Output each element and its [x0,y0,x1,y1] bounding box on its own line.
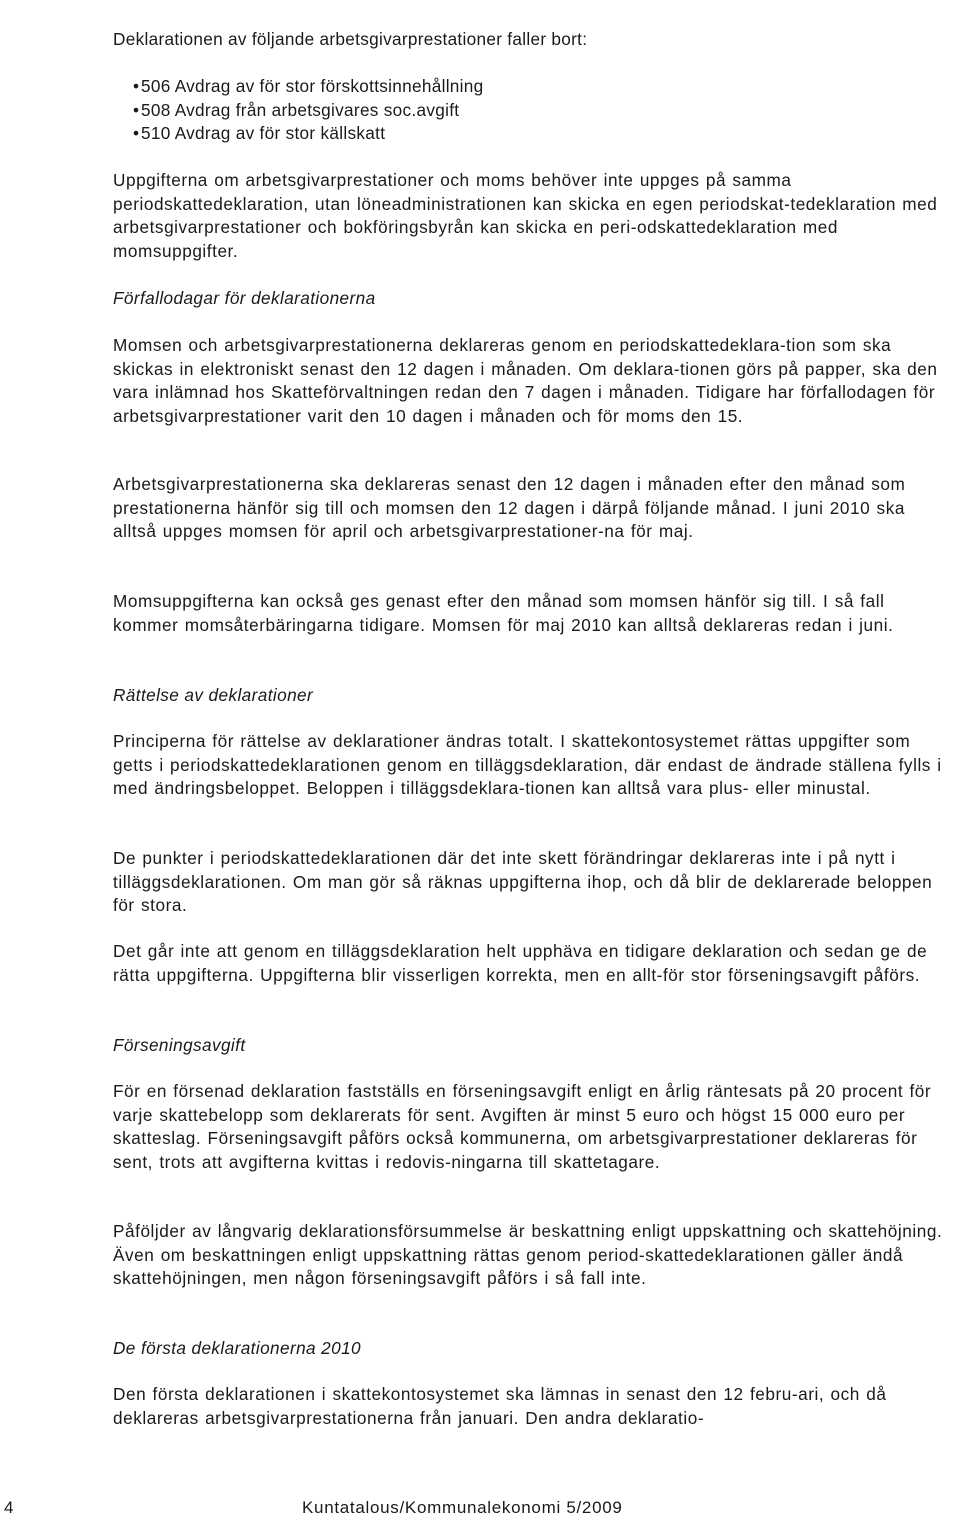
page-number: 4 [4,1498,14,1517]
paragraph: Momsen och arbetsgivarprestationerna deklareras genom en periodskattedeklara-tion som ska skickas in elektroniskt senast den 12 dagen i månaden. Om deklara-tionen görs på papper, ska den vara inlämnad hos Skatteförvaltningen redan den 7 dagen i månaden. Tidigare har förfallodagen för arbetsgivarprestationer varit den 10 dagen i månaden och för moms den 15. [113,335,938,426]
bullet-icon: • [133,76,140,96]
paragraph: Uppgifterna om arbetsgivarprestationer och moms behöver inte uppges på samma periodskattedeklaration, utan löneadministrationen kan skicka en egen periodskat-tedeklaration med arbetsgivarprestationer och bokföringsbyrån kan skicka en peri-odskattedeklaration med momsuppgifter. [113,170,938,261]
bullet-icon: • [133,123,140,144]
section-heading: Rättelse av deklarationer [113,685,314,705]
bullet-icon: • [133,99,140,120]
intro-text: Deklarationen av följande arbetsgivarprestationer faller bort: [113,29,588,49]
bullet-list [113,75,943,146]
paragraph: Principerna för rättelse av deklarationer ändras totalt. I skattekontosystemet rättas uppgifter som getts i periodskattedeklarationen genom en tilläggsdeklaration, där endast de ändrade ställena fylls i med ändringsbeloppet. Beloppen i tilläggsdeklara-tionen kan alltså vara plus- eller minustal. [113,731,942,799]
paragraph: Den första deklarationen i skattekontosystemet ska lämnas in senast den 12 febru-ari, och då deklareras arbetsgivarprestationerna från januari. Den andra deklaratio- [113,1384,887,1428]
list-item: • 510 Avdrag av för stor källskatt [113,122,943,146]
paragraph: De punkter i periodskattedeklarationen där det inte skett förändringar deklareras inte i på nytt i tilläggsdeklarationen. Om man gör så räknas uppgifterna ihop, och då blir de deklarerade beloppen för stora. [113,848,933,916]
paragraph: Arbetsgivarprestationerna ska deklareras senast den 12 dagen i månaden efter den månad som prestationerna hänför sig till och momsen den 12 dagen i därpå följande månad. I juni 2010 ska alltså uppges momsen för april och arbetsgivarprestationer-na för maj. [113,474,906,542]
list-item: • 506 Avdrag av för stor förskottsinnehållning [113,75,943,99]
paragraph: För en försenad deklaration fastställs en förseningsavgift enligt en årlig räntesats på 20 procent för varje skattebelopp som deklarerats för sent. Avgiften är minst 5 euro och högst 15 000 euro per skatteslag. Förseningsavgift påförs också kommunerna, om arbetsgivarprestationer deklareras för sent, trots att avgifterna kvittas i redovis-ningarna till skattetagare. [113,1081,932,1172]
section-heading: Förfallodagar för deklarationerna [113,288,376,308]
paragraph: Påföljder av långvarig deklarationsförsummelse är beskattning enligt uppskattning och skattehöjning. Även om beskattningen enligt uppskattning rättas genom period-skattedeklarationen gäller ändå skattehöjningen, men någon förseningsavgift påförs i så fall inte. [113,1221,943,1289]
footer-source: Kuntatalous/Kommunalekonomi 5/2009 [302,1498,623,1517]
paragraph: Momsuppgifterna kan också ges genast efter den månad som momsen hänför sig till. I så fall kommer momsåterbäringarna tidigare. Momsen för maj 2010 kan alltså deklareras redan i juni. [113,591,894,635]
section-heading: De första deklarationerna 2010 [113,1338,362,1358]
paragraph: Det går inte att genom en tilläggsdeklaration helt upphäva en tidigare deklaration och sedan ge de rätta uppgifterna. Uppgifterna blir visserligen korrekta, men en allt-för stor förseningsavgift påförs. [113,941,928,985]
section-heading: Förseningsavgift [113,1035,246,1055]
list-item: • 508 Avdrag från arbetsgivares soc.avgift [113,99,943,123]
